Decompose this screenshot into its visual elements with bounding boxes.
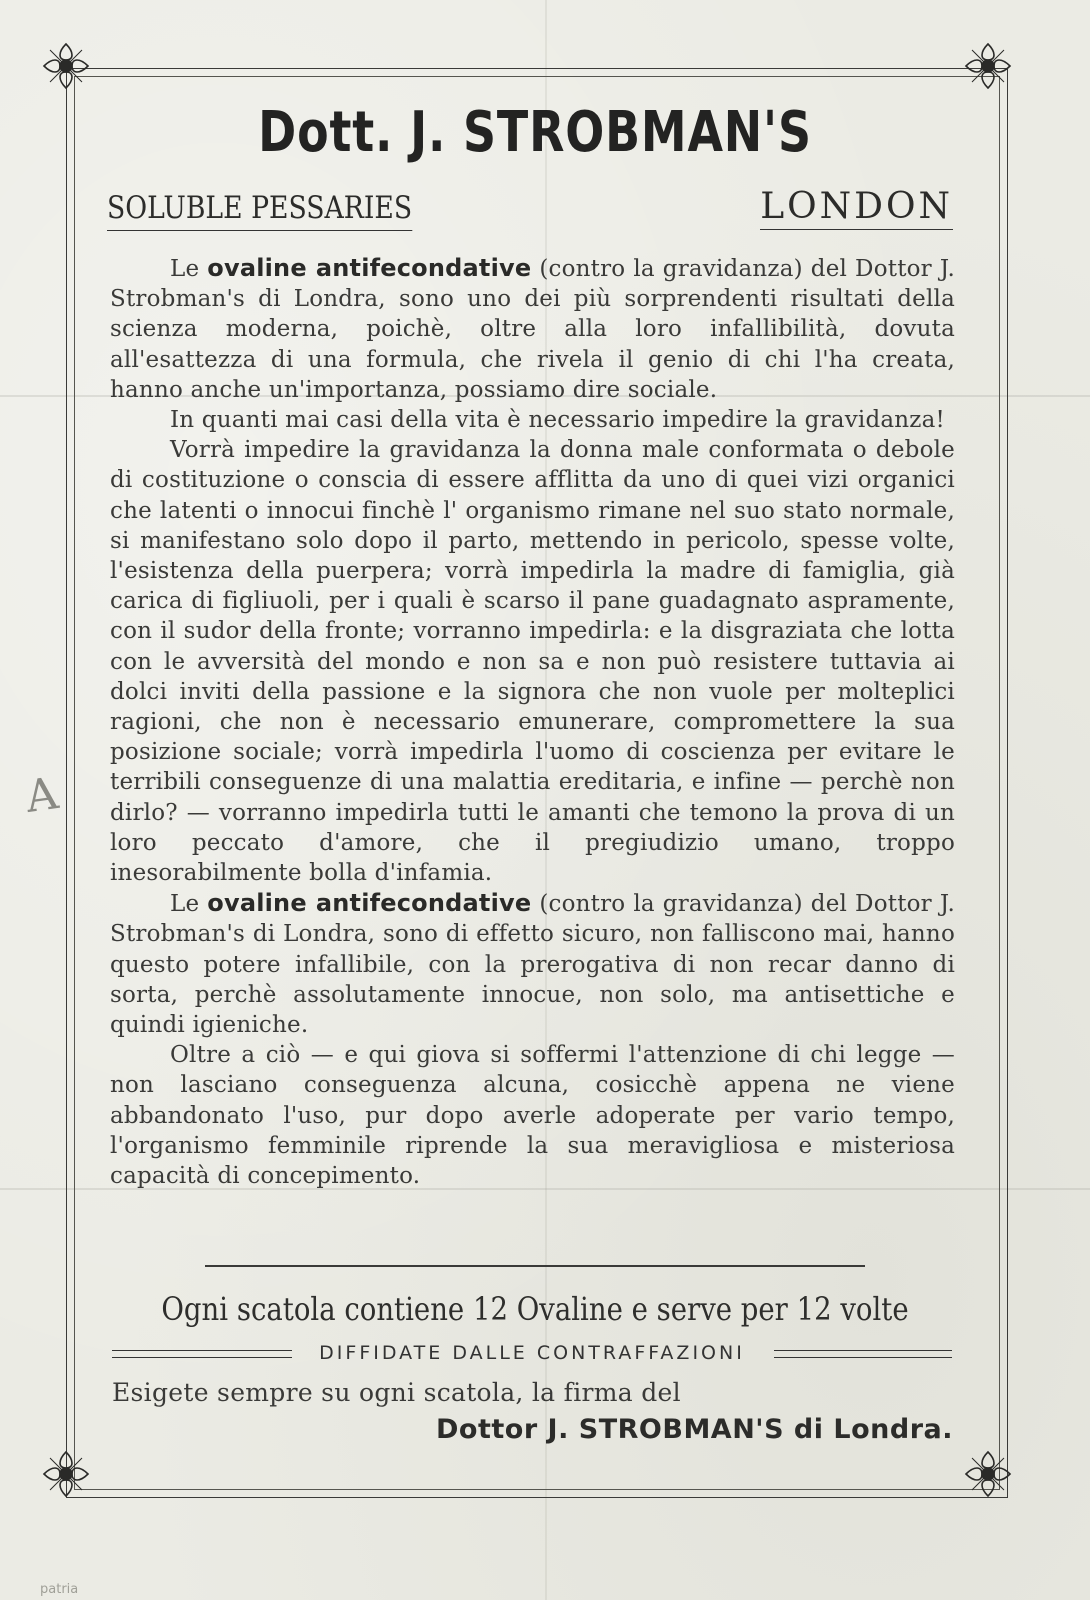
demand-text: Esigete sempre su ogni scatola, la firma del [112,1378,681,1407]
emphasis-product: ovaline antifecondative [207,254,532,282]
paragraph-5: Oltre a ciò — e qui giova si soffermi l'attenzione di chi legge — non lasciano conseguenza alcuna, cosicchè appena ne viene abbandonato l'uso, pur dopo averle adoperate per vario tempo, l'organismo femminile riprende la sua meravigliosa e misteriosa capacità di concepimento. [110,1042,955,1190]
text-run: Le [170,891,208,918]
advertisement-body [110,253,955,1191]
paragraph-3: Vorrà impedire la gravidanza la donna male conformata o debole di costituzione o conscia di essere afflitta da uno di quei vizi organici che latenti o innocui finchè l' organismo rimane nel suo stato normale, si manifestano solo dopo il parto, mettendo in pericolo, spesse volte, l'esistenza della puerpera; vorrà impedirla la madre di famiglia, già carica di figliuoli, per i quali è scarso il pane guadagnato aspramente, con il sudor della fronte; vorranno impedirla: e la disgraziata che lotta con le avversità del mondo e non sa e non può resistere tuttavia ai dolci inviti della passione e la signora che non vuole per molteplici ragioni, che non è necessario emunerare, compromettere la sua posizione sociale; vorrà impedirla l'uomo di coscienza per evitare le terribili conseguenze di una malattia ereditaria, e infine — perchè non dirlo? — vorranno impedirla tutti le amanti che temono la prova di un loro peccato d'amore, che il pregiudizio umano, troppo inesorabilmente bolla d'infamia. [110,437,955,887]
watermark: patria [40,1582,79,1597]
signature-line: Dottor J. STROBMAN'S di Londra. [436,1414,953,1445]
corner-ornament-icon [38,38,94,94]
corner-ornament-icon [38,1446,94,1502]
city-subtitle: LONDON [760,186,953,230]
text-run: Le [170,256,208,282]
paragraph-2: In quanti mai casi della vita è necessario impedire la gravidanza! [170,407,945,434]
margin-handwritten-mark: A [22,768,62,823]
emphasis-product: ovaline antifecondative [207,889,532,918]
warning-text: DIFFIDATE DALLE CONTRAFFAZIONI [319,1342,745,1364]
text-run: (contro la gravidanza) del Dottor J. Strobman's di Londra, sono uno dei più sorprendenti risultati della scienza moderna, poichè, oltre alla loro infallibilità, dovuta all'esattezza di una formula, che rivela il genio di chi l'ha creata, hanno anche un'importanza, possiamo dire sociale. [110,256,955,403]
box-contents-line: Ogni scatola contiene 12 Ovaline e serve per 12 volte [161,1290,909,1328]
warning-banner [112,1342,952,1368]
product-subtitle: SOLUBLE PESSARIES [107,190,412,231]
text-run: (contro la gravidanza) del Dottor J. Strobman's di Londra, sono di effetto sicuro, non falliscono mai, hanno questo potere infallibile, con la prerogativa di non recar danno di sorta, perchè assolutamente innocue, non solo, ma antisettiche e quindi igieniche. [110,891,955,1039]
corner-ornament-icon [960,1446,1016,1502]
corner-ornament-icon [960,38,1016,94]
separator-rule [205,1265,865,1267]
paragraph-1 [110,253,955,405]
paragraph-4 [110,888,955,1040]
page-title: Dott. J. STROBMAN'S [258,100,812,165]
